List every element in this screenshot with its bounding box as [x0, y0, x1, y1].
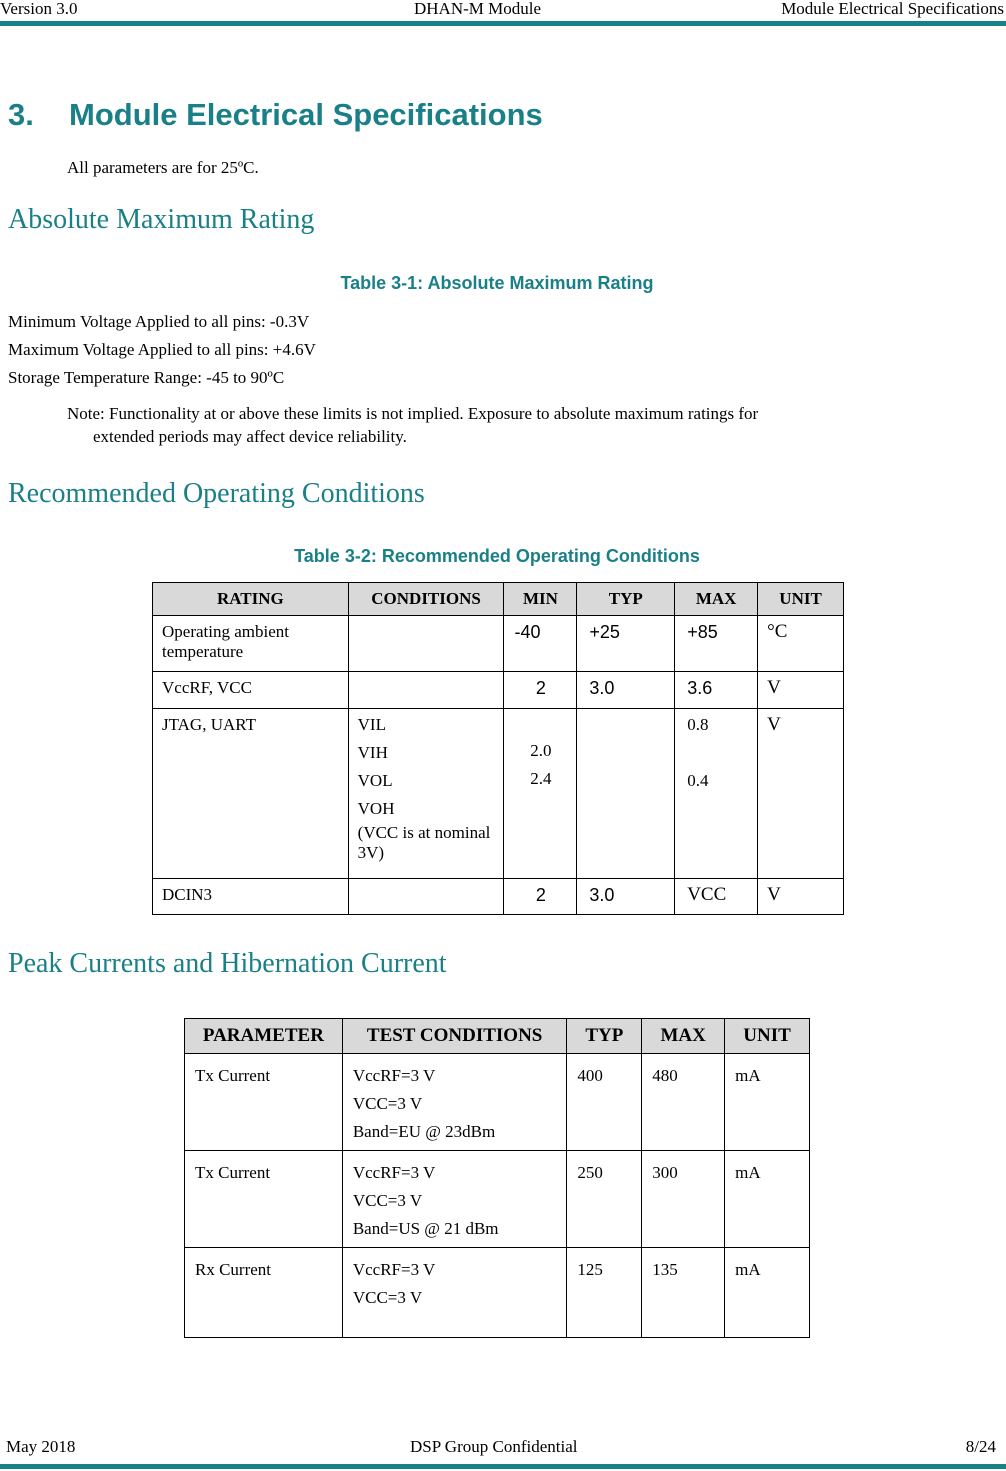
col-header: RATING — [153, 583, 349, 616]
col-header: MIN — [504, 583, 577, 616]
rec-op-table — [152, 582, 844, 915]
condition-line: VIL — [357, 715, 386, 734]
rec-op-header-row — [153, 583, 844, 616]
header-module: DHAN-M Module — [414, 0, 542, 18]
unit-cell: V — [767, 884, 781, 905]
col-header: UNIT — [758, 583, 844, 616]
min-cell: -40 — [514, 622, 541, 642]
condition-line: VCC=3 V — [352, 1288, 423, 1307]
rating-cell: JTAG, UART — [162, 715, 256, 734]
header-section: Module Electrical Specifications — [781, 0, 1004, 18]
page-title: Module Electrical Specifications — [69, 97, 543, 132]
abs-max-line: Minimum Voltage Applied to all pins: -0.3V — [8, 312, 310, 331]
max-cell: 3.6 — [687, 678, 713, 698]
header-version: Version 3.0 — [0, 0, 78, 18]
rating-cell: DCIN3 — [162, 885, 213, 904]
condition-line: VccRF=3 V — [352, 1066, 436, 1085]
footer-page: 8/24 — [965, 1437, 996, 1456]
typ-cell: 3.0 — [589, 678, 615, 698]
typ-cell: +25 — [589, 622, 620, 642]
unit-cell: mA — [735, 1066, 761, 1085]
max-cell: 300 — [652, 1163, 678, 1182]
unit-cell: mA — [735, 1163, 761, 1182]
max-cell: 0.4 — [687, 771, 709, 790]
rec-op-heading: Recommended Operating Conditions — [8, 478, 425, 509]
max-cell: 480 — [652, 1066, 678, 1085]
col-header: MAX — [675, 583, 758, 616]
col-header: TYP — [567, 1019, 642, 1054]
min-cell: 2.0 — [530, 741, 552, 760]
max-cell: VCC — [687, 884, 727, 905]
section-number: 3. — [8, 97, 34, 132]
table-row — [153, 616, 844, 672]
abs-max-line: Storage Temperature Range: -45 to 90ºC — [8, 368, 285, 387]
abs-max-caption: Table 3-1: Absolute Maximum Rating — [340, 273, 654, 293]
parameter-cell: Tx Current — [195, 1163, 271, 1182]
max-cell: +85 — [687, 622, 718, 642]
condition-line: VccRF=3 V — [352, 1260, 436, 1279]
condition-line: VOH — [357, 799, 395, 818]
footer-rule — [0, 1464, 1006, 1469]
abs-max-line: Maximum Voltage Applied to all pins: +4.6V — [8, 340, 316, 359]
unit-cell: V — [767, 714, 781, 735]
rating-cell: Operating ambient temperature — [162, 622, 289, 661]
peak-heading: Peak Currents and Hibernation Current — [8, 948, 447, 979]
unit-cell: °C — [767, 621, 788, 642]
table-row — [185, 1054, 810, 1151]
typ-cell — [577, 709, 674, 719]
condition-line: Band=EU @ 23dBm — [352, 1122, 496, 1141]
max-cell: 135 — [652, 1260, 678, 1279]
abs-max-heading: Absolute Maximum Rating — [8, 204, 315, 235]
intro-text: All parameters are for 25ºC. — [67, 158, 259, 177]
condition-line: VccRF=3 V — [352, 1163, 436, 1182]
condition-line: VOL — [357, 771, 393, 790]
table-row — [153, 879, 844, 915]
peak-table — [184, 1018, 810, 1338]
max-cell: 0.8 — [687, 715, 709, 734]
table-row — [185, 1151, 810, 1248]
abs-max-note: Note: Functionality at or above these limits is not implied. Exposure to absolute maximum ratings for — [67, 404, 759, 423]
rating-cell: VccRF, VCC — [162, 678, 252, 697]
min-cell: 2.4 — [530, 769, 552, 788]
typ-cell: 125 — [577, 1260, 603, 1279]
footer-date: May 2018 — [6, 1437, 76, 1456]
col-header: PARAMETER — [185, 1019, 343, 1054]
min-cell: 2 — [535, 678, 546, 698]
parameter-cell: Tx Current — [195, 1066, 271, 1085]
col-header: UNIT — [725, 1019, 810, 1054]
peak-header-row — [185, 1019, 810, 1054]
col-header: MAX — [642, 1019, 725, 1054]
table-row — [153, 672, 844, 709]
condition-line: VCC=3 V — [352, 1191, 423, 1210]
condition-line: VCC=3 V — [352, 1094, 423, 1113]
condition-line: Band=US @ 21 dBm — [352, 1219, 499, 1238]
col-header: TYP — [577, 583, 675, 616]
unit-cell: V — [767, 677, 781, 698]
rec-op-caption: Table 3-2: Recommended Operating Conditions — [294, 546, 700, 566]
unit-cell: mA — [735, 1260, 761, 1279]
abs-max-note-cont: extended periods may affect device reliability. — [93, 427, 407, 446]
table-row — [153, 709, 844, 879]
col-header: CONDITIONS — [348, 583, 504, 616]
header-rule — [0, 21, 1006, 26]
footer-confidential: DSP Group Confidential — [410, 1437, 578, 1456]
condition-note: (VCC is at nominal 3V) — [357, 823, 491, 862]
typ-cell: 400 — [577, 1066, 603, 1085]
typ-cell: 3.0 — [589, 885, 615, 905]
min-cell: 2 — [535, 885, 546, 905]
condition-line: VIH — [357, 743, 388, 762]
typ-cell: 250 — [577, 1163, 603, 1182]
parameter-cell: Rx Current — [195, 1260, 272, 1279]
table-row — [185, 1248, 810, 1338]
col-header: TEST CONDITIONS — [342, 1019, 567, 1054]
